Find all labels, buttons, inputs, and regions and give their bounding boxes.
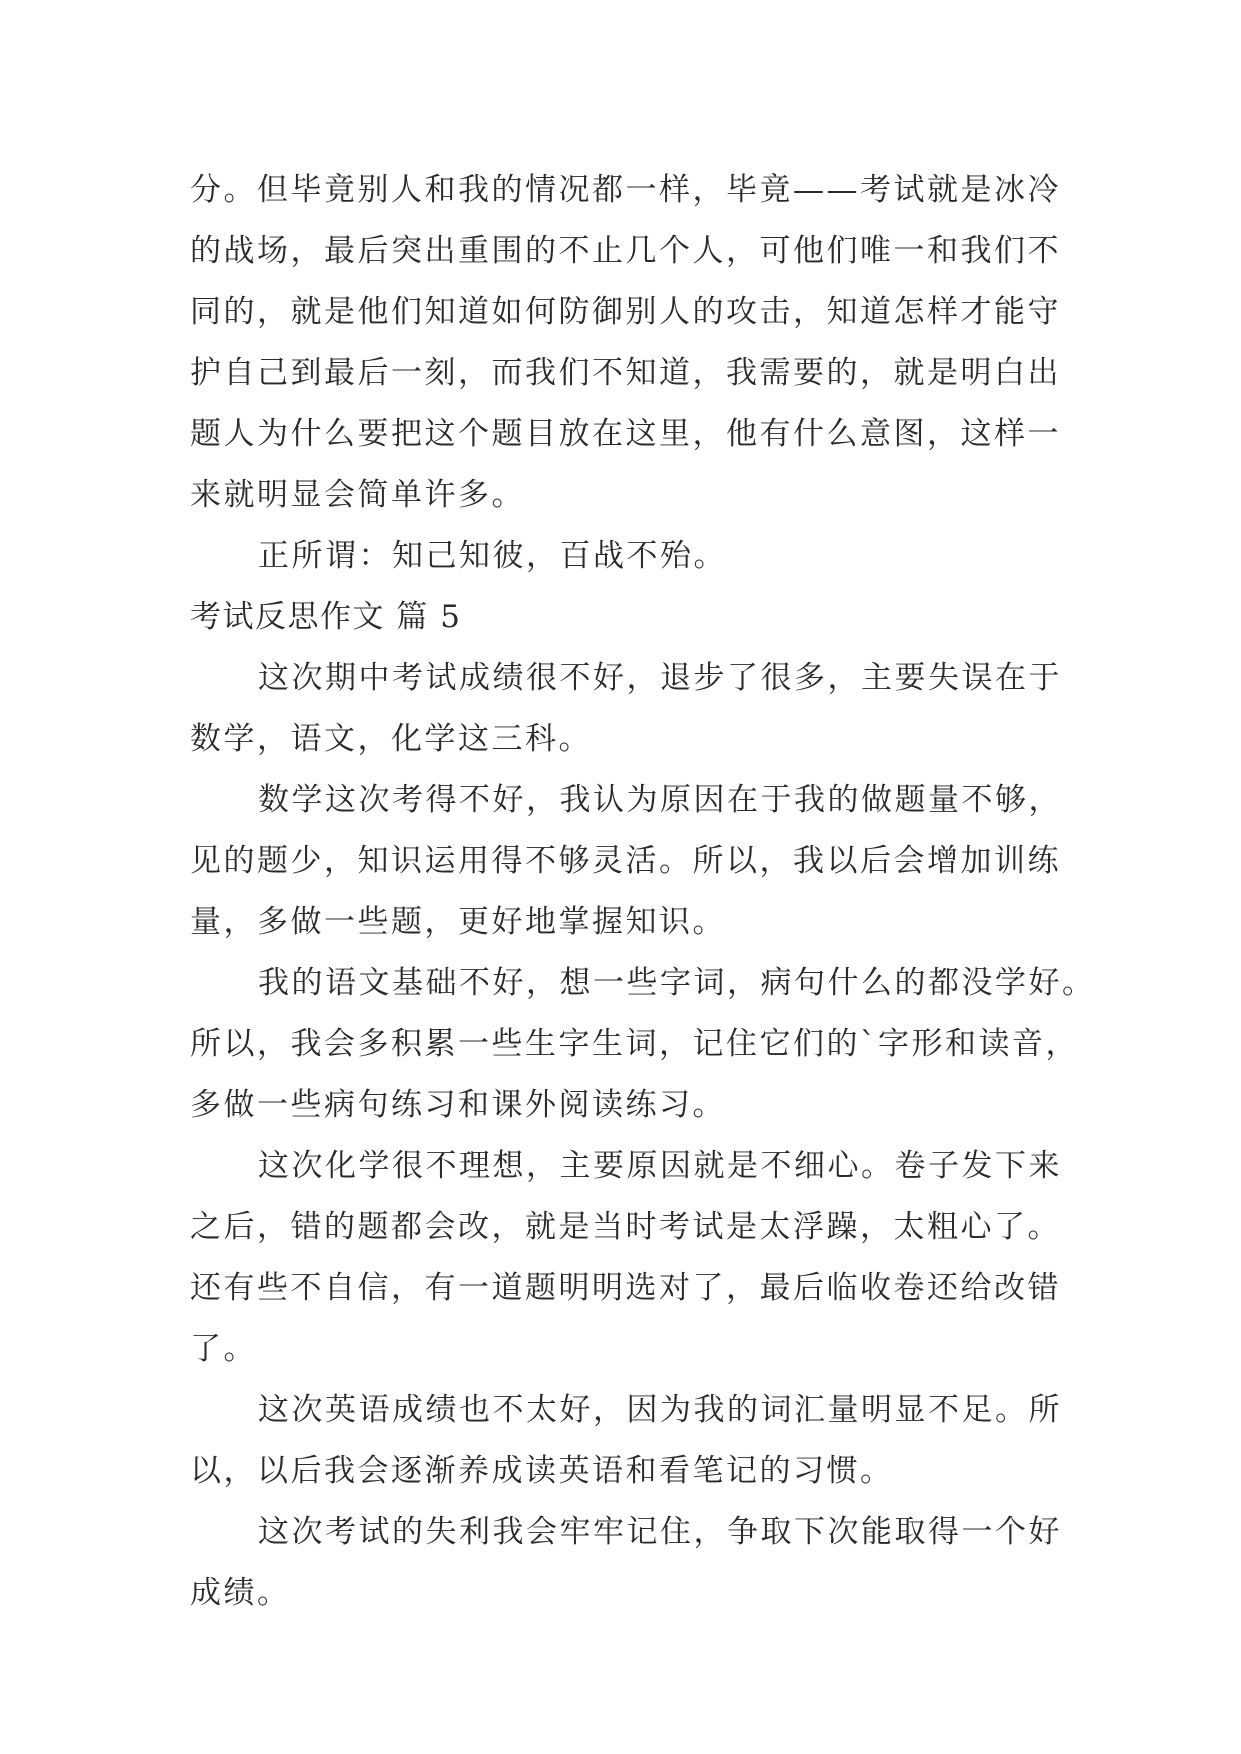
text-line: 以，以后我会逐渐养成读英语和看笔记的习惯。 bbox=[190, 1453, 894, 1489]
paragraph-intro bbox=[190, 648, 1070, 770]
text-line: 还有些不自信，有一道题明明选对了，最后临收卷还给改错 bbox=[190, 1270, 1061, 1306]
text-line: 了。 bbox=[190, 1331, 257, 1367]
paragraph-quote bbox=[190, 526, 1070, 587]
paragraph-chemistry bbox=[190, 1136, 1070, 1380]
text-line: 同的，就是他们知道如何防御别人的攻击，知道怎样才能守 bbox=[190, 294, 1061, 330]
text-line: 我的语文基础不好，想一些字词，病句什么的都没学好。 bbox=[258, 965, 1096, 1001]
text-line: 所以，我会多积累一些生字生词，记住它们的`字形和读音， bbox=[190, 1026, 1079, 1062]
text-line: 这次化学很不理想，主要原因就是不细心。卷子发下来 bbox=[258, 1148, 1062, 1184]
text-line: 数学这次考得不好，我认为原因在于我的做题量不够， bbox=[258, 782, 1062, 818]
text-line: 这次考试的失利我会牢牢记住，争取下次能取得一个好 bbox=[258, 1514, 1062, 1550]
text-line: 量，多做一些题，更好地掌握知识。 bbox=[190, 904, 726, 940]
text-line: 的战场，最后突出重围的不止几个人，可他们唯一和我们不 bbox=[190, 233, 1061, 269]
text-line: 护自己到最后一刻，而我们不知道，我需要的，就是明白出 bbox=[190, 355, 1061, 391]
text-line: 数学，语文，化学这三科。 bbox=[190, 721, 592, 757]
text-line: 来就明显会简单许多。 bbox=[190, 477, 525, 513]
document-page bbox=[190, 160, 1096, 1624]
paragraph-math bbox=[190, 770, 1070, 953]
text-line: 成绩。 bbox=[190, 1575, 291, 1611]
section-heading: 考试反思作文 篇 5 bbox=[190, 599, 462, 635]
text-line: 这次英语成绩也不太好，因为我的词汇量明显不足。所 bbox=[258, 1392, 1062, 1428]
text-line: 分。但毕竟别人和我的情况都一样，毕竟——考试就是冰冷 bbox=[190, 172, 1061, 208]
text-line: 之后，错的题都会改，就是当时考试是太浮躁，太粗心了。 bbox=[190, 1209, 1061, 1245]
paragraph-english bbox=[190, 1380, 1070, 1502]
paragraph-conclusion bbox=[190, 1502, 1070, 1624]
text-line: 正所谓：知己知彼，百战不殆。 bbox=[258, 538, 727, 574]
paragraph-chinese bbox=[190, 953, 1096, 1136]
paragraph-continuation bbox=[190, 160, 1070, 526]
text-line: 多做一些病句练习和课外阅读练习。 bbox=[190, 1087, 726, 1123]
text-line: 这次期中考试成绩很不好，退步了很多，主要失误在于 bbox=[258, 660, 1062, 696]
text-line: 见的题少，知识运用得不够灵活。所以，我以后会增加训练 bbox=[190, 843, 1061, 879]
text-line: 题人为什么要把这个题目放在这里，他有什么意图，这样一 bbox=[190, 416, 1061, 452]
